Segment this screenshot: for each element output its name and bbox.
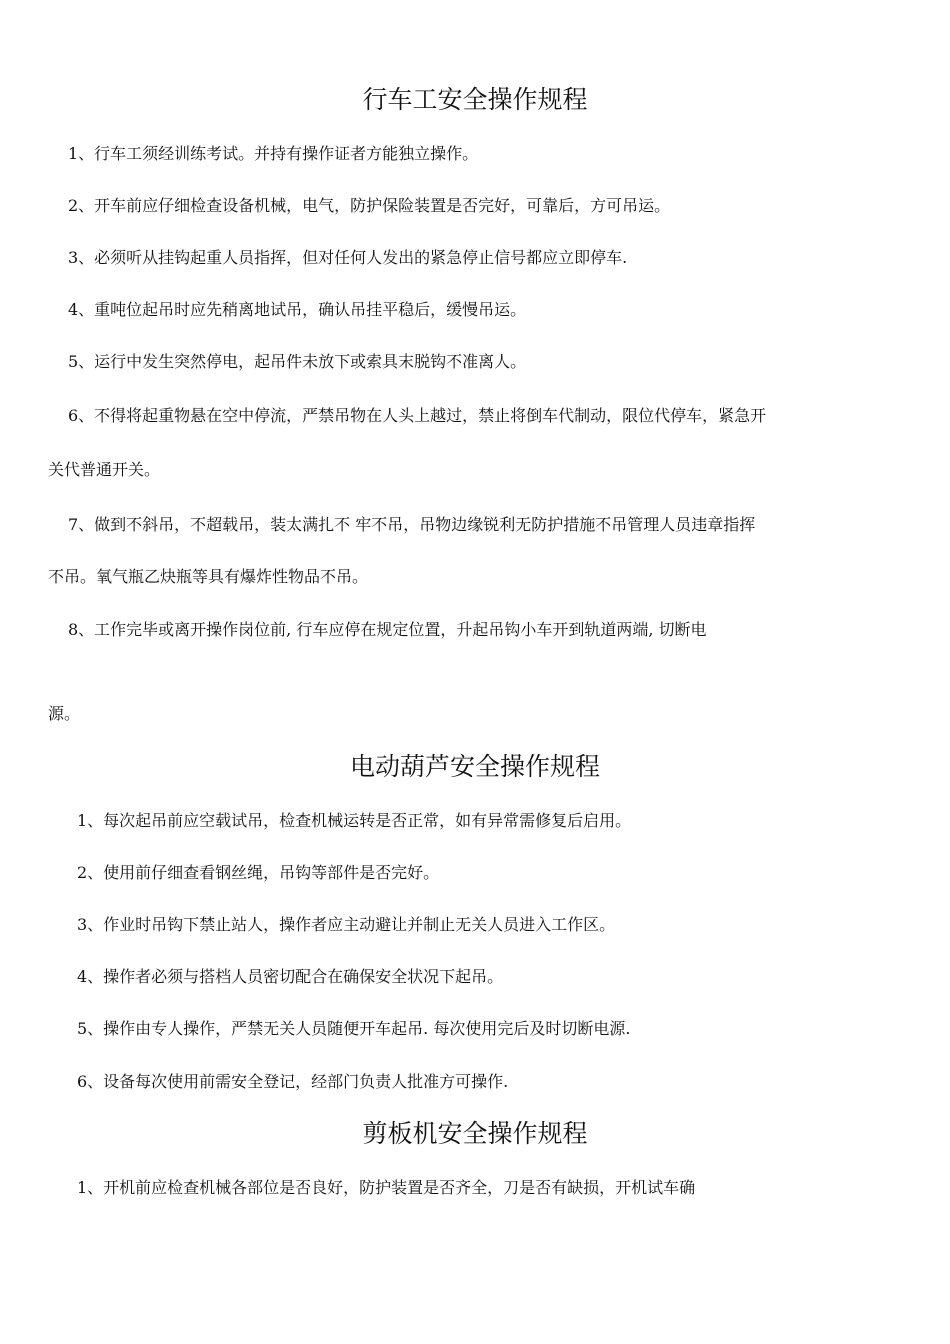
crane-rule-6: 6、不得将起重物悬在空中停流，严禁吊物在人头上越过，禁止将倒车代制动，限位代停车，紧急开	[68, 406, 767, 425]
crane-rule-8-cont: 源。	[48, 704, 81, 723]
crane-rule-8: 8、工作完毕或离开操作岗位前, 行车应停在规定位置，升起吊钩小车开到轨道两端, 切断电	[68, 620, 707, 639]
hoist-rule-4: 4、操作者必须与搭档人员密切配合在确保安全状况下起吊。	[77, 967, 504, 986]
section-title-crane-operator: 行车工安全操作规程	[362, 85, 588, 114]
hoist-rule-6: 6、设备每次使用前需安全登记，经部门负责人批准方可操作.	[77, 1072, 509, 1091]
crane-rule-4: 4、重吨位起吊时应先稍离地试吊，确认吊挂平稳后，缓慢吊运。	[68, 300, 527, 319]
crane-rule-3: 3、必须听从挂钩起重人员指挥，但对任何人发出的紧急停止信号都应立即停车.	[68, 248, 628, 267]
hoist-rule-1: 1、每次起吊前应空载试吊，检查机械运转是否正常，如有异常需修复后启用。	[77, 811, 632, 830]
section-title-shearing-machine: 剪板机安全操作规程	[362, 1119, 588, 1148]
crane-rule-6-cont: 关代普通开关。	[48, 460, 161, 479]
hoist-rule-2: 2、使用前仔细查看钢丝绳，吊钩等部件是否完好。	[77, 863, 440, 882]
crane-rule-2: 2、开车前应仔细检查设备机械，电气，防护保险装置是否完好，可靠后，方可吊运。	[68, 196, 671, 215]
shear-rule-1: 1、开机前应检查机械各部位是否良好，防护装置是否齐全，刀是否有缺损，开机试车确	[77, 1178, 696, 1197]
crane-rule-7: 7、做到不斜吊，不超载吊，装太满扎不 牢不吊，吊物边缘锐利无防护措施不吊管理人员违章指挥	[68, 515, 756, 534]
crane-rule-7-cont: 不吊。氧气瓶乙炔瓶等具有爆炸性物品不吊。	[48, 567, 369, 586]
hoist-rule-5: 5、操作由专人操作，严禁无关人员随便开车起吊. 每次使用完后及时切断电源.	[77, 1019, 631, 1038]
crane-rule-5: 5、运行中发生突然停电，起吊件未放下或索具末脱钩不准离人。	[68, 352, 527, 371]
section-title-electric-hoist: 电动葫芦安全操作规程	[349, 752, 600, 781]
crane-rule-1: 1、行车工须经训练考试。并持有操作证者方能独立操作。	[68, 144, 479, 163]
hoist-rule-3: 3、作业时吊钩下禁止站人，操作者应主动避让并制止无关人员进入工作区。	[77, 915, 616, 934]
